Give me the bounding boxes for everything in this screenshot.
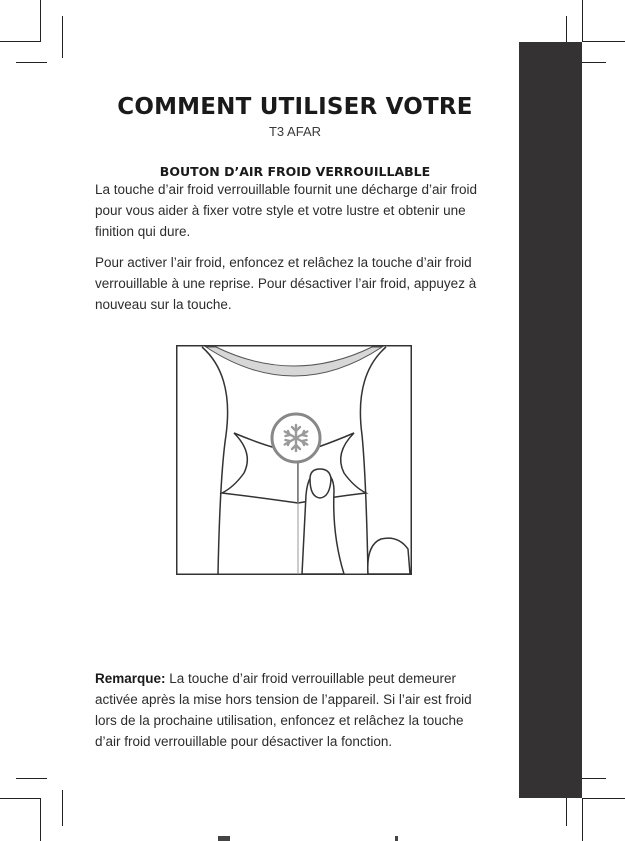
crop-mark — [40, 0, 41, 42]
page-title: COMMENT UTILISER VOTRE — [117, 94, 473, 120]
crop-mark — [40, 798, 41, 841]
note-paragraph — [95, 668, 487, 752]
crop-mark — [582, 798, 583, 841]
crop-mark — [62, 16, 63, 58]
crop-mark — [16, 62, 47, 63]
fingernail — [310, 469, 331, 498]
crop-mark — [582, 798, 625, 799]
side-tab — [519, 42, 582, 798]
crop-mark — [0, 798, 41, 799]
crop-mark — [16, 778, 47, 779]
paragraph-instructions: Pour activer l’air froid, enfoncez et relâchez la touche d’air froid verrouillable à une reprise. Pour désactiver l’air froid, appuyez à nouveau sur la touche. — [95, 255, 477, 312]
crop-mark — [582, 41, 625, 42]
page-subtitle: T3 AFAR — [268, 124, 322, 139]
paragraph-intro: La touche d’air froid verrouillable fournit une décharge d’air froid pour vous aider à fixer votre style et votre lustre et obtenir une finition qui dure. — [95, 182, 477, 239]
thumb — [368, 538, 410, 574]
note-text: La touche d’air froid verrouillable peut demeurer activée après la mise hors tension de l’appareil. Si l’air est froid lors de la prochaine utilisation, enfoncez et relâchez la touche d’air froid verrouillable pour désactiver la fonction. — [95, 671, 472, 749]
cool-button-illustration — [176, 345, 412, 575]
crop-mark — [582, 0, 583, 42]
printer-mark — [395, 836, 398, 841]
crop-mark — [0, 41, 41, 42]
section-heading: BOUTON D’AIR FROID VERROUILLABLE — [159, 164, 431, 179]
crop-mark — [62, 790, 63, 826]
printer-mark — [218, 836, 230, 841]
note-label: Remarque: — [95, 671, 166, 686]
